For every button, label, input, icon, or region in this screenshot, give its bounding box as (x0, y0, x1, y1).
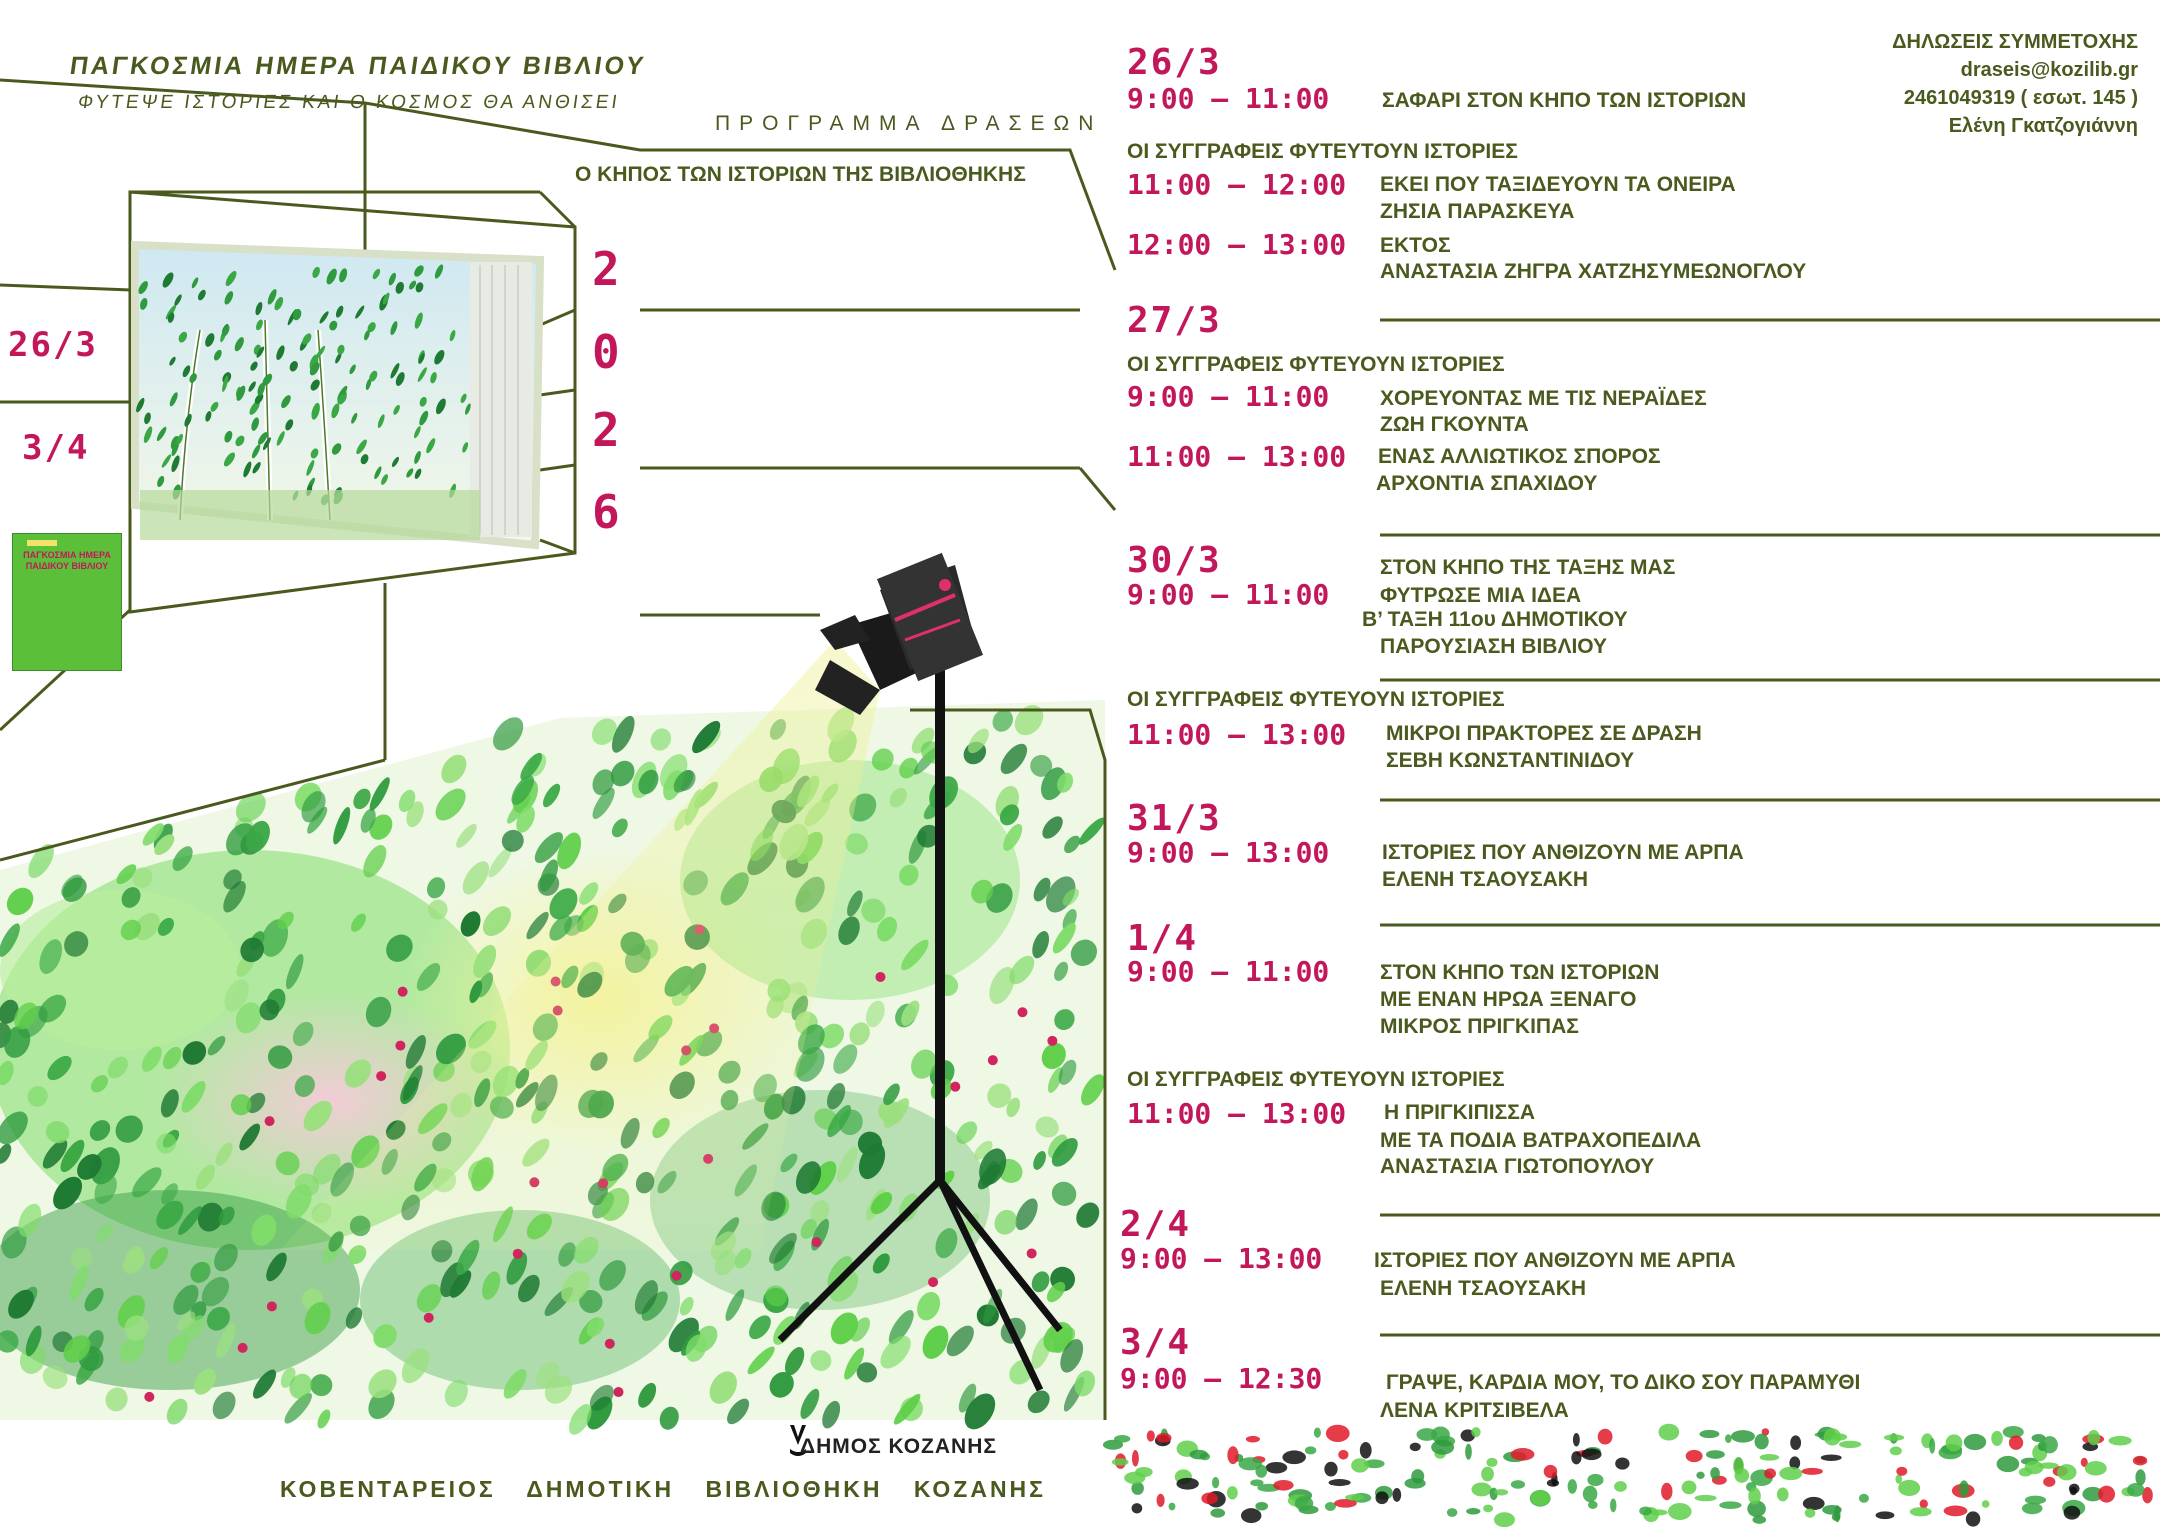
splash-dot (1486, 1458, 1497, 1467)
splash-dot (1686, 1450, 1703, 1462)
event-author: ΜΙΚΡΟΣ ΠΡΙΓΚΙΠΑΣ (1380, 1015, 1579, 1038)
date-1-4: 1/4 (1127, 918, 1199, 959)
time-slot: 9:00 – 11:00 (1127, 578, 1330, 611)
splash-dot (1710, 1467, 1720, 1479)
splash-dot (1494, 1512, 1515, 1527)
event-author: ΑΝΑΣΤΑΣΙΑ ΖΗΓΡΑ ΧΑΤΖΗΣΥΜΕΩΝΟΓΛΟΥ (1380, 260, 1807, 283)
splash-dot (1910, 1507, 1932, 1516)
window-painting (134, 245, 540, 545)
event-author: ΑΡΧΟΝΤΙΑ ΣΠΑΧΙΔΟΥ (1376, 472, 1598, 495)
splash-dot (1777, 1487, 1789, 1501)
contact-person: Ελένη Γκατζογιάννη (1948, 115, 2138, 137)
contact-phone: 2461049319 ( εσωτ. 145 ) (1903, 87, 2138, 109)
splash-dot (1227, 1486, 1238, 1499)
section-heading: ΟΙ ΣΥΓΓΡΑΦΕΙΣ ΦΥΤΕΥΤΟΥΝ ΙΣΤΟΡΙΕΣ (1127, 140, 1518, 163)
date-3-4: 3/4 (1120, 1322, 1192, 1363)
splash-dot (1803, 1497, 1825, 1510)
splash-dot (1210, 1508, 1225, 1517)
splash-dot (1255, 1465, 1267, 1478)
time-slot: 11:00 – 12:00 (1127, 168, 1347, 201)
splash-dot (1132, 1503, 1143, 1513)
event-name-line2: ΜΕ ΕΝΑΝ ΗΡΩΑ ΞΕΝΑΓΟ (1380, 988, 1637, 1011)
time-slot: 9:00 – 13:00 (1127, 836, 1330, 869)
splash-dot (1156, 1433, 1171, 1443)
splash-dot (1668, 1503, 1692, 1520)
event-title: ΠΑΓΚΟΣΜΙΑ ΗΜΕΡΑ ΠΑΙΔΙΚΟΥ ΒΙΒΛΙΟΥ (68, 52, 649, 80)
splash-dot (1305, 1446, 1316, 1454)
time-slot: 9:00 – 11:00 (1127, 82, 1330, 115)
side-date-start: 26/3 (8, 325, 98, 365)
event-name-line2: ΦΥΤΡΩΣΕ ΜΙΑ ΙΔΕΑ (1380, 584, 1582, 607)
splash-dot (1706, 1450, 1725, 1459)
paint-splash (1103, 1424, 2153, 1527)
splash-dot (1982, 1500, 1990, 1507)
date-31-3: 31/3 (1127, 798, 1222, 839)
event-author: ΑΝΑΣΤΑΣΙΑ ΓΙΩΤΟΠΟΥΛΟΥ (1380, 1155, 1655, 1178)
splash-dot (1447, 1508, 1458, 1517)
event-name: ΕΚΤΟΣ (1380, 234, 1451, 257)
event-name-line2: ΜΕ ΤΑ ΠΟΔΙΑ ΒΑΤΡΑΧΟΠΕΔΙΛΑ (1380, 1129, 1702, 1152)
splash-dot (1466, 1508, 1480, 1515)
splash-dot (2057, 1464, 2077, 1480)
event-author: ΖΗΣΙΑ ΠΑΡΑΣΚΕΥΑ (1380, 200, 1575, 223)
splash-dot (2064, 1506, 2081, 1520)
splash-dot (2025, 1461, 2044, 1474)
berry-dot (144, 1392, 154, 1402)
splash-dot (2085, 1461, 2107, 1476)
splash-dot (2109, 1436, 2132, 1446)
splash-dot (1393, 1488, 1402, 1502)
splash-dot (1610, 1498, 1616, 1512)
splash-dot (1547, 1479, 1559, 1486)
splash-dot (1920, 1499, 1928, 1508)
splash-dot (1405, 1478, 1426, 1489)
time-slot: 9:00 – 11:00 (1127, 380, 1330, 413)
splash-dot (1805, 1508, 1816, 1517)
event-name: ΧΟΡΕΥΟΝΤΑΣ ΜΕ ΤΙΣ ΝΕΡΑΪΔΕΣ (1380, 387, 1707, 410)
splash-dot (1465, 1444, 1472, 1460)
berry-dot (1047, 1036, 1057, 1046)
event-name: ΓΡΑΨΕ, ΚΑΡΔΙΑ ΜΟΥ, ΤΟ ΔΙΚΟ ΣΟΥ ΠΑΡΑΜΥΘΙ (1386, 1371, 1861, 1394)
splash-dot (1531, 1490, 1550, 1505)
event-name: ΣΤΟΝ ΚΗΠΟ ΤΗΣ ΤΑΞΗΣ ΜΑΣ (1380, 556, 1676, 579)
splash-dot (1511, 1448, 1535, 1461)
berry-dot (928, 1277, 938, 1287)
splash-dot (1719, 1501, 1741, 1509)
splash-dot (1176, 1478, 1198, 1490)
splash-dot (1615, 1458, 1629, 1470)
time-slot: 12:00 – 13:00 (1127, 228, 1347, 261)
splash-dot (1821, 1454, 1842, 1461)
berry-dot (513, 1249, 523, 1259)
year-digit-1: 2 (592, 242, 620, 296)
splash-dot (1639, 1507, 1652, 1516)
event-subtitle: ΦΥΤΕΨΕ ΙΣΤΟΡΙΕΣ ΚΑΙ Ο ΚΟΣΜΟΣ ΘΑ ΑΝΘΙΣΕΙ (76, 92, 622, 113)
splash-dot (1282, 1450, 1306, 1464)
splash-dot (1329, 1479, 1351, 1486)
splash-dot (1725, 1434, 1732, 1443)
event-name: ΙΣΤΟΡΙΕΣ ΠΟΥ ΑΝΘΙΖΟΥΝ ΜΕ ΑΡΠΑ (1382, 841, 1744, 864)
berry-dot (605, 1339, 615, 1349)
splash-dot (1483, 1505, 1493, 1513)
book-cover-band (27, 540, 57, 546)
book-cover (12, 533, 122, 671)
splash-dot (2135, 1469, 2145, 1485)
splash-dot (1201, 1492, 1218, 1504)
splash-dot (2022, 1503, 2043, 1515)
splash-dot (1124, 1472, 1145, 1484)
time-slot: 11:00 – 13:00 (1127, 718, 1347, 751)
berry-dot (398, 987, 408, 997)
event-name: ΜΙΚΡΟΙ ΠΡΑΚΤΟΡΕΣ ΣΕ ΔΡΑΣΗ (1386, 722, 1702, 745)
splash-dot (1360, 1442, 1372, 1459)
splash-dot (2098, 1486, 2115, 1503)
splash-dot (1834, 1505, 1840, 1522)
splash-dot (1733, 1457, 1744, 1475)
event-author: ΛΕΝΑ ΚΡΙΤΣΙΒΕΛΑ (1380, 1399, 1569, 1422)
splash-dot (1898, 1480, 1920, 1496)
municipality-name: ΔΗΜΟΣ ΚΟΖΑΝΗΣ (800, 1435, 997, 1458)
splash-dot (1544, 1465, 1558, 1478)
splash-dot (1147, 1430, 1155, 1441)
event-class: Β’ ΤΑΞΗ 11ου ΔΗΜΟΤΙΚΟΥ (1362, 608, 1628, 631)
splash-dot (1839, 1441, 1861, 1448)
book-cover-title: ΠΑΓΚΟΣΜΙΑ ΗΜΕΡΑ ΠΑΙΔΙΚΟΥ ΒΙΒΛΙΟΥ (23, 550, 111, 571)
splash-dot (1190, 1450, 1208, 1460)
event-name: ΣΑΦΑΡΙ ΣΤΟΝ ΚΗΠΟ ΤΩΝ ΙΣΤΟΡΙΩΝ (1382, 89, 1747, 112)
event-name: ΙΣΤΟΡΙΕΣ ΠΟΥ ΑΝΘΙΖΟΥΝ ΜΕ ΑΡΠΑ (1374, 1249, 1736, 1272)
time-slot: 9:00 – 12:30 (1120, 1362, 1323, 1395)
splash-dot (1959, 1480, 1969, 1497)
garden-heading: Ο ΚΗΠΟΣ ΤΩΝ ΙΣΤΟΡΙΩΝ ΤΗΣ ΒΙΒΛΙΟΘΗΚΗΣ (575, 163, 1026, 186)
splash-dot (2127, 1483, 2144, 1497)
splash-dot (1431, 1440, 1454, 1455)
date-26-3: 26/3 (1127, 42, 1222, 83)
splash-dot (1273, 1480, 1293, 1490)
splash-dot (1966, 1511, 1980, 1526)
year-digit-4: 6 (592, 485, 620, 539)
splash-dot (1859, 1494, 1869, 1503)
splash-dot (1755, 1434, 1769, 1450)
berry-dot (950, 1082, 960, 1092)
splash-dot (1583, 1486, 1598, 1503)
splash-dot (1929, 1438, 1935, 1454)
splash-dot (2133, 1456, 2147, 1466)
splash-dot (1212, 1477, 1219, 1488)
event-author: ΣΕΒΗ ΚΩΝΣΤΑΝΤΙΝΙΔΟΥ (1386, 749, 1635, 772)
program-heading: ΠΡΟΓΡΑΜΜΑ ΔΡΑΣΕΩΝ (715, 112, 1103, 135)
splash-dot (1471, 1482, 1491, 1496)
date-27-3: 27/3 (1127, 300, 1222, 341)
splash-dot (1997, 1456, 2020, 1472)
splash-dot (1779, 1467, 1802, 1480)
splash-dot (1324, 1462, 1337, 1477)
contact-title: ΔΗΛΩΣΕΙΣ ΣΥΜΜΕΤΟΧΗΣ (1892, 31, 2138, 53)
event-name: ΣΤΟΝ ΚΗΠΟ ΤΩΝ ΙΣΤΟΡΙΩΝ (1380, 961, 1660, 984)
splash-dot (1338, 1450, 1348, 1460)
event-name: ΕΝΑΣ ΑΛΛΙΩΤΙΚΟΣ ΣΠΟΡΟΣ (1378, 445, 1661, 468)
splash-dot (1326, 1425, 1350, 1442)
splash-dot (1614, 1481, 1627, 1492)
splash-dot (1661, 1483, 1672, 1500)
splash-dot (1748, 1488, 1760, 1505)
splash-dot (1802, 1468, 1823, 1475)
splash-dot (1946, 1434, 1963, 1451)
berry-dot (395, 1041, 405, 1051)
side-date-end: 3/4 (22, 428, 90, 468)
time-slot: 9:00 – 11:00 (1127, 955, 1330, 988)
event-author: ΕΛΕΝΗ ΤΣΑΟΥΣΑΚΗ (1380, 1277, 1587, 1300)
berry-dot (376, 1071, 386, 1081)
splash-dot (1114, 1435, 1130, 1443)
event-author: ΖΩΗ ΓΚΟΥΝΤΑ (1380, 413, 1529, 436)
splash-dot (1682, 1480, 1697, 1494)
splash-dot (1699, 1430, 1719, 1438)
date-2-4: 2/4 (1120, 1204, 1192, 1245)
splash-dot (1266, 1462, 1288, 1474)
splash-dot (1876, 1511, 1895, 1519)
section-heading: ΟΙ ΣΥΓΓΡΑΦΕΙΣ ΦΥΤΕΥΟΥΝ ΙΣΤΟΡΙΕΣ (1127, 1068, 1505, 1091)
splash-dot (1587, 1474, 1603, 1486)
splash-dot (1760, 1454, 1780, 1461)
splash-dot (1169, 1503, 1176, 1511)
splash-dot (1896, 1467, 1907, 1476)
berry-dot (1017, 1007, 1027, 1017)
library-name: ΚΟΒΕΝΤΑΡΕΙΟΣ ΔΗΜΟΤΙΚΗ ΒΙΒΛΙΟΘΗΚΗ ΚΟΖΑΝΗΣ (280, 1476, 1046, 1502)
event-name: Η ΠΡΙΓΚΙΠΙΣΣΑ (1384, 1101, 1535, 1124)
event-type: ΠΑΡΟΥΣΙΑΣΗ ΒΙΒΛΙΟΥ (1380, 635, 1608, 658)
section-heading: ΟΙ ΣΥΓΓΡΑΦΕΙΣ ΦΥΤΕΥΟΥΝ ΙΣΤΟΡΙΕΣ (1127, 353, 1505, 376)
berry-dot (267, 1301, 277, 1311)
splash-dot (1824, 1428, 1841, 1445)
berry-dot (1027, 1248, 1037, 1258)
splash-dot (1295, 1496, 1313, 1511)
splash-dot (1511, 1480, 1525, 1489)
berry-dot (672, 1271, 682, 1281)
splash-dot (1246, 1436, 1260, 1443)
berry-dot (875, 972, 885, 982)
contact-email[interactable]: draseis@kozilib.gr (1960, 59, 2138, 81)
splash-dot (1471, 1427, 1480, 1437)
berry-dot (614, 1387, 624, 1397)
splash-dot (1157, 1494, 1165, 1507)
splash-dot (1944, 1506, 1968, 1517)
splash-dot (1790, 1435, 1801, 1450)
splash-dot (2043, 1477, 2055, 1487)
splash-dot (1658, 1424, 1679, 1441)
splash-dot (1227, 1446, 1238, 1464)
splash-dot (1112, 1458, 1129, 1466)
splash-dot (1991, 1431, 2003, 1446)
contact-block (1892, 28, 2138, 140)
event-author: ΕΛΕΝΗ ΤΣΑΟΥΣΑΚΗ (1382, 868, 1589, 891)
splash-dot (1375, 1491, 1388, 1504)
year-digit-2: 0 (592, 325, 620, 379)
splash-dot (1752, 1516, 1766, 1524)
splash-dot (1132, 1450, 1139, 1467)
splash-dot (1890, 1446, 1902, 1455)
splash-dot (1581, 1448, 1601, 1460)
splash-dot (2087, 1430, 2100, 1445)
splash-dot (2025, 1496, 2046, 1505)
time-slot: 9:00 – 13:00 (1120, 1242, 1323, 1275)
splash-dot (1494, 1489, 1508, 1495)
splash-dot (1345, 1494, 1364, 1500)
berry-dot (424, 1313, 434, 1323)
splash-dot (1731, 1430, 1755, 1443)
splash-dot (1895, 1474, 1902, 1483)
section-heading: ΟΙ ΣΥΓΓΡΑΦΕΙΣ ΦΥΤΕΥΟΥΝ ΙΣΤΟΡΙΕΣ (1127, 688, 1505, 711)
year-digit-3: 2 (592, 403, 620, 457)
splash-dot (1351, 1458, 1369, 1472)
splash-dot (1314, 1427, 1321, 1437)
splash-dot (1598, 1429, 1613, 1445)
splash-dot (1650, 1509, 1668, 1515)
splash-dot (1416, 1428, 1437, 1441)
splash-dot (1573, 1433, 1580, 1447)
splash-dot (1964, 1434, 1986, 1450)
splash-dot (2009, 1436, 2023, 1450)
splash-dot (1410, 1443, 1421, 1452)
time-slot: 11:00 – 13:00 (1127, 1097, 1347, 1130)
date-30-3: 30/3 (1127, 540, 1222, 581)
berry-dot (812, 1237, 822, 1247)
splash-dot (1241, 1508, 1261, 1523)
splash-dot (1481, 1467, 1494, 1482)
splash-dot (1764, 1468, 1776, 1478)
event-name: ΕΚΕΙ ΠΟΥ ΤΑΞΙΔΕΥΟΥΝ ΤΑ ΟΝΕΙΡΑ (1380, 173, 1736, 196)
splash-dot (2069, 1484, 2080, 1494)
splash-dot (1568, 1479, 1578, 1494)
splash-dot (2041, 1436, 2057, 1453)
berry-dot (238, 1343, 248, 1353)
splash-dot (1571, 1451, 1581, 1464)
splash-dot (1696, 1472, 1704, 1479)
splash-dot (1695, 1495, 1717, 1501)
splash-dot (1884, 1434, 1904, 1441)
berry-dot (988, 1055, 998, 1065)
splash-dot (1255, 1502, 1268, 1511)
time-slot: 11:00 – 13:00 (1127, 440, 1347, 473)
berry-dot (265, 1116, 275, 1126)
